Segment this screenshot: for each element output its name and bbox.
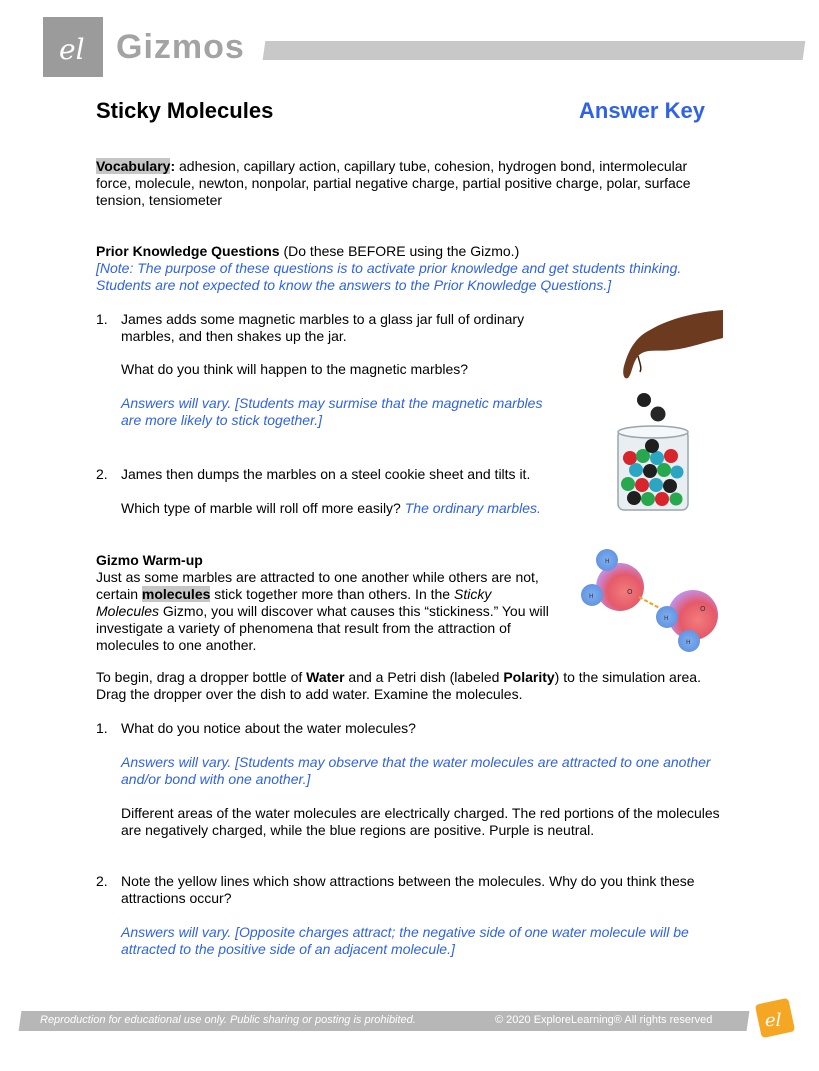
svg-text:O: O [627, 588, 633, 596]
warmup-question-2: 2. Note the yellow lines which show attractions between the molecules. Why do you think these attractions occur? [96, 873, 695, 906]
warmup-paragraph-2: To begin, drag a dropper bottle of Water and a Petri dish (labeled Polarity) to the simulation area. Drag the dropper over the dish to add water. Examine the molecules. [96, 669, 701, 702]
prior-question-2-sub: Which type of marble will roll off more easily? The ordinary marbles. [121, 500, 541, 516]
vocabulary-terms: adhesion, capillary action, capillary tube, cohesion, hydrogen bond, intermolecular force, molecule, newton, nonpolar, partial negative charge, partial positive charge, polar, surface tension, tensiometer [96, 158, 691, 208]
el-logo-icon [43, 17, 103, 77]
footer-disclaimer: Reproduction for educational use only. Public sharing or posting is prohibited. [40, 1014, 416, 1026]
warmup-heading: Gizmo Warm-up [96, 552, 203, 568]
page-title: Sticky Molecules [96, 98, 274, 123]
el-footer-logo-icon [752, 995, 798, 1041]
marbles-jar-illustration [610, 308, 730, 513]
prior-question-1-sub: What do you think will happen to the magnetic marbles? [121, 361, 469, 377]
svg-text:H: H [589, 593, 594, 600]
answer-key-label: Answer Key [579, 98, 705, 123]
svg-text:el: el [59, 33, 85, 66]
svg-text:H: H [605, 558, 610, 565]
footer-copyright: © 2020 ExploreLearning® All rights reserved [495, 1014, 713, 1026]
prior-question-1-answer: Answers will vary. [Students may surmise that the magnetic marbles are more likely to stick together.] [121, 395, 543, 428]
svg-text:O: O [700, 605, 706, 613]
vocabulary-label: Vocabulary [96, 158, 171, 174]
warmup-paragraph-1: Just as some marbles are attracted to one another while others are not, certain molecules stick together more than others. In the Sticky Molecules Gizmo, you will discover what causes this “stickiness.” You will investigate a variety of phenomena that result from the attraction of molecules to one another. [96, 569, 549, 653]
water-molecules-illustration [575, 545, 725, 655]
explorelearning-logo [43, 17, 103, 77]
prior-knowledge-heading: Prior Knowledge Questions (Do these BEFORE using the Gizmo.) [96, 243, 520, 259]
svg-text:el: el [765, 1010, 782, 1031]
svg-text:H: H [664, 615, 669, 622]
svg-text:H: H [686, 639, 691, 646]
brand-title: Gizmos [116, 28, 245, 66]
vocabulary-paragraph: Vocabulary: adhesion, capillary action, capillary tube, cohesion, hydrogen bond, intermolecular force, molecule, newton, nonpolar, partial negative charge, partial positive charge, polar, surface tension, tensiometer [96, 158, 691, 208]
warmup-question-1-answer: Answers will vary. [Students may observe that the water molecules are attracted to one another and/or bond with one another.] [121, 754, 711, 787]
prior-question-1: 1. James adds some magnetic marbles to a glass jar full of ordinary marbles, and then shakes up the jar. [96, 311, 525, 344]
prior-knowledge-note: [Note: The purpose of these questions is to activate prior knowledge and get students thinking. Students are not expected to know the answers to the Prior Knowledge Questions.] [96, 260, 682, 293]
header-bar [263, 41, 806, 60]
warmup-question-2-answer: Answers will vary. [Opposite charges attract; the negative side of one water molecule will be attracted to the positive side of an adjacent molecule.] [121, 924, 689, 957]
prior-question-2: 2. James then dumps the marbles on a steel cookie sheet and tilts it. [96, 466, 531, 482]
warmup-question-1: 1. What do you notice about the water molecules? [96, 720, 416, 736]
warmup-question-1-info: Different areas of the water molecules are electrically charged. The red portions of the molecules are negatively charged, while the blue regions are positive. Purple is neutral. [121, 805, 720, 838]
